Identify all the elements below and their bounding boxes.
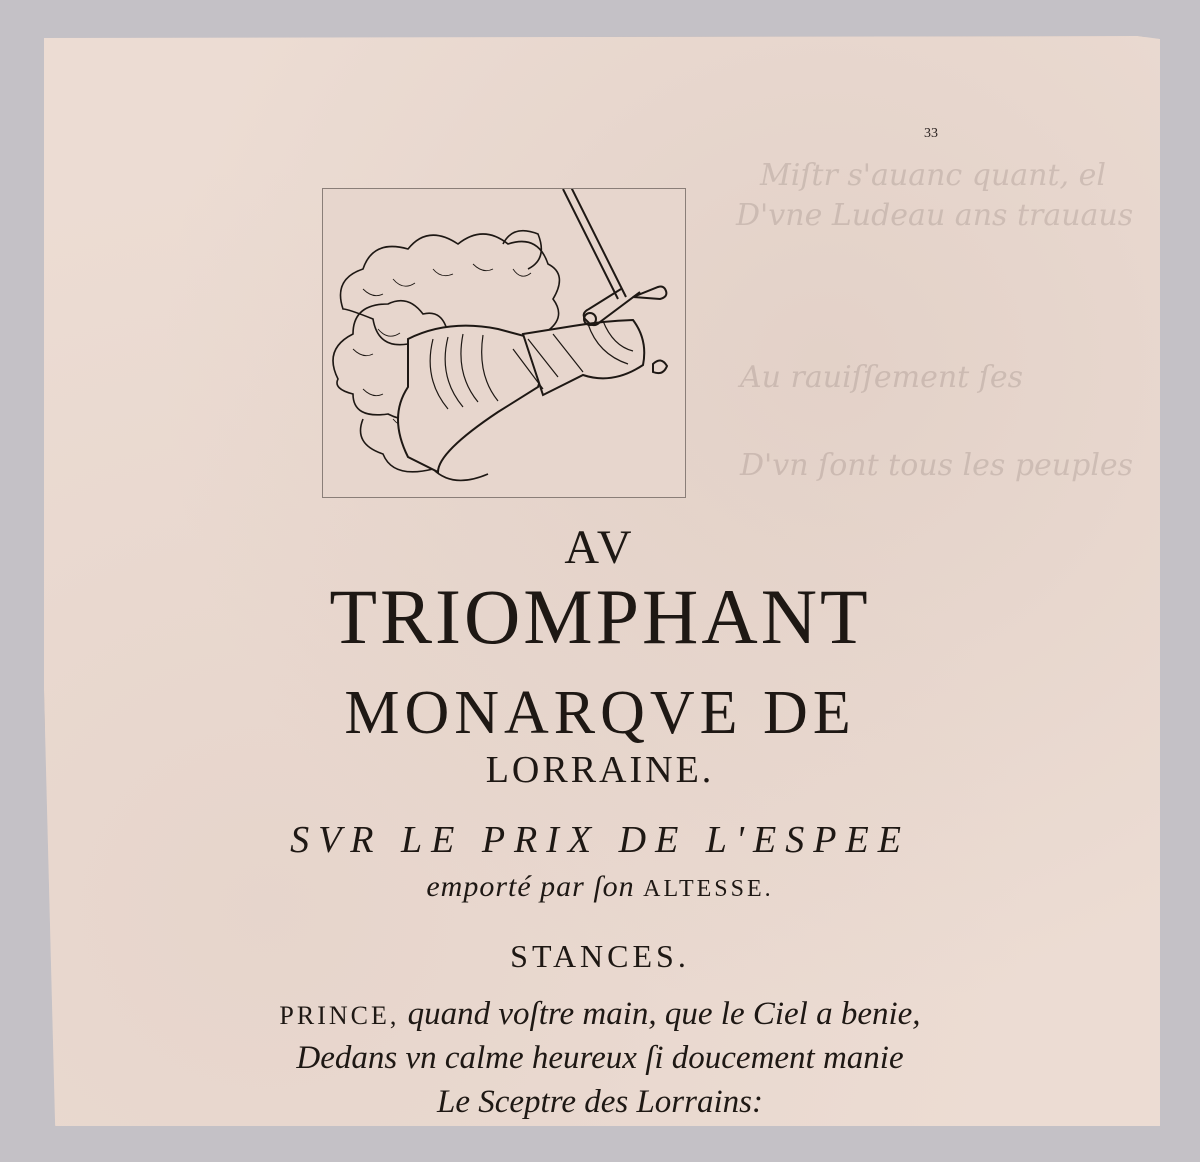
subtitle-line-emporte (0, 870, 1200, 904)
armor-arm-icon (398, 320, 644, 472)
verse-line-3: Le Sceptre des Lorrains: (436, 1084, 763, 1120)
title-line-triomphant: TRIOMPHANT (329, 573, 871, 660)
verse-line-1-text: quand voſtre main, que le Ciel a benie, (407, 996, 921, 1032)
section-heading: STANCES. (510, 938, 690, 974)
bleed-through-text: Au rauiſſement ſes (740, 360, 1023, 395)
page-number: 33 (924, 126, 938, 141)
armored-arm-with-sword-icon (323, 189, 685, 497)
verse-initial-caps: PRINCE, (279, 1001, 400, 1030)
verse-line-2: Dedans vn calme heureux ſi doucement manie (296, 1040, 904, 1076)
subtitle-italic-text: emporté par ſon (426, 870, 635, 903)
bleed-through-text: D'vn ſont tous les peuples (740, 448, 1134, 483)
subtitle-line: SVR LE PRIX DE L'ESPEE (290, 819, 910, 861)
bleed-through-text: Miſtr s'auanc quant, el (760, 158, 1106, 193)
title-line-monarque: MONARQVE DE (344, 679, 856, 747)
bleed-through-text: D'vne Ludeau ans trauaus (736, 198, 1134, 233)
subtitle-caps-text: ALTESSE. (643, 876, 774, 902)
title-line-lorraine: LORRAINE. (485, 749, 715, 791)
verse-line-1 (0, 996, 1200, 1033)
engraved-illustration (322, 188, 686, 498)
title-line-av: AV (564, 521, 636, 574)
